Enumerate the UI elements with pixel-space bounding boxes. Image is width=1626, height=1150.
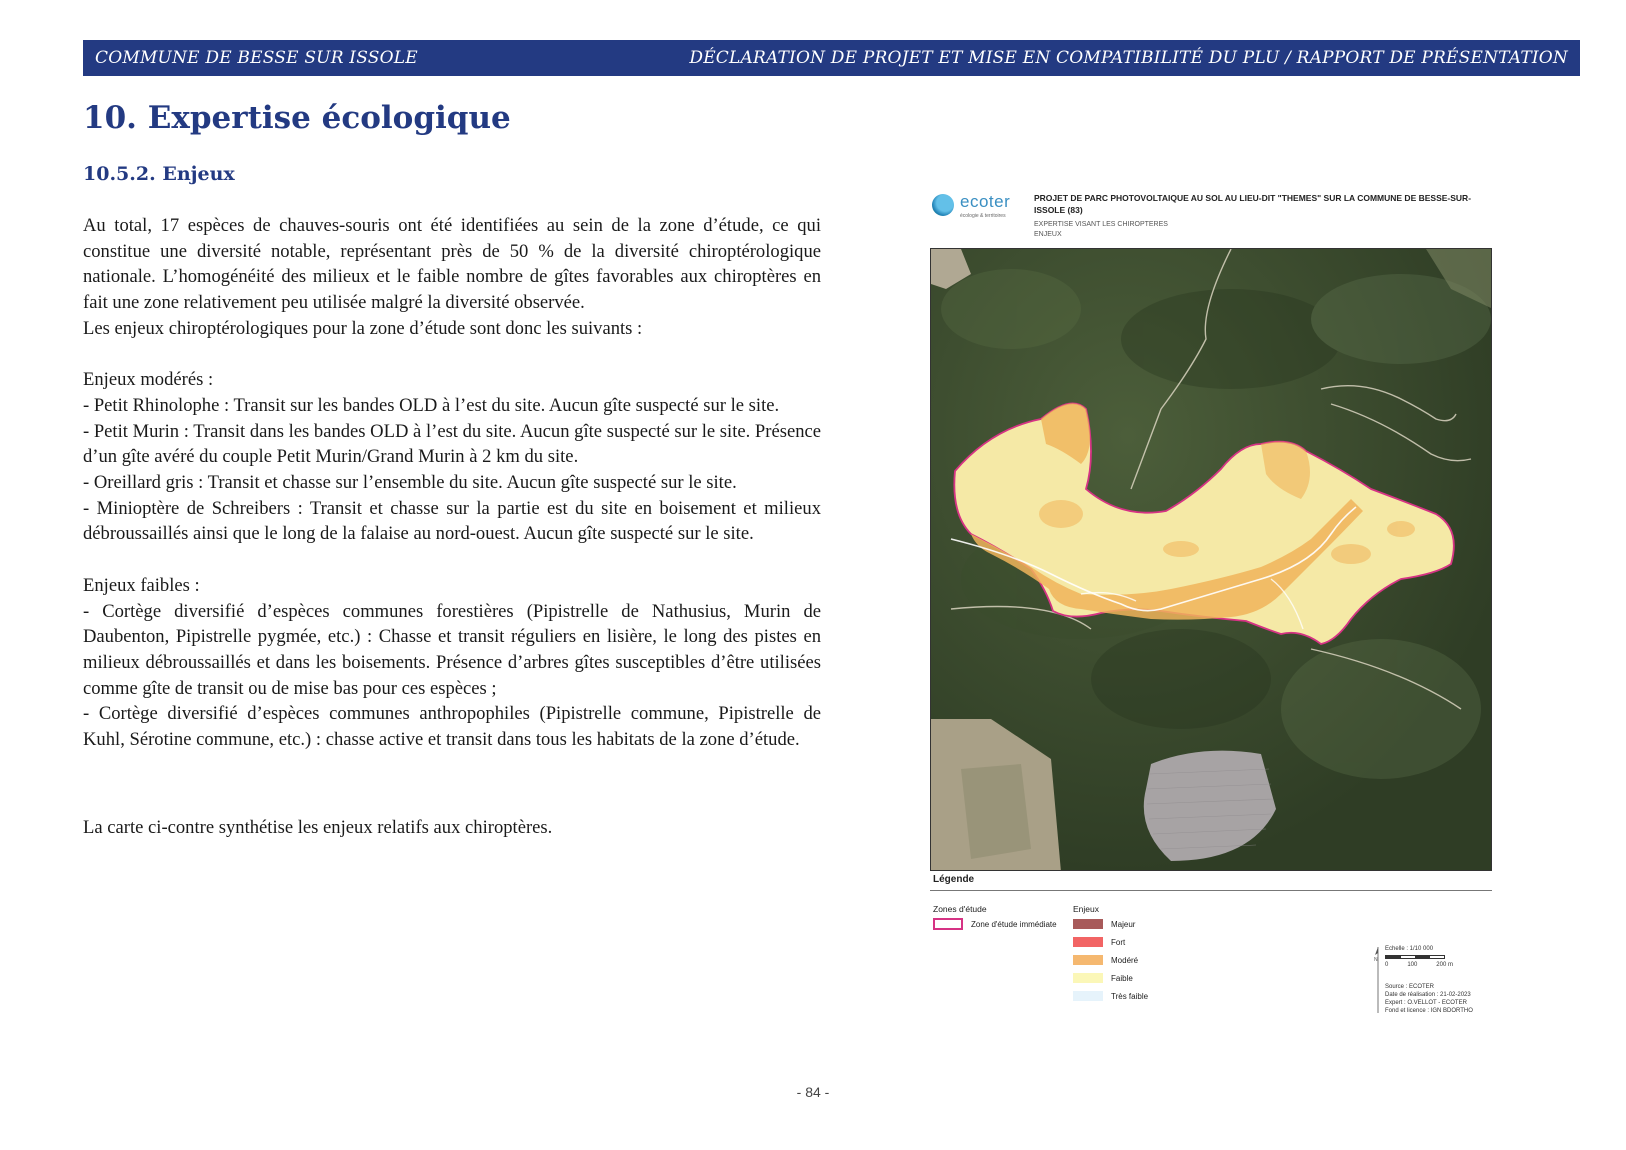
legend-item-fort [1073, 937, 1125, 947]
logo-globe-icon [932, 194, 954, 216]
enjeux-heading: Enjeux [1073, 904, 1099, 914]
scale-label: Echelle : 1/10 000 [1385, 946, 1434, 952]
swatch-faible [1073, 973, 1103, 983]
legend-item-modere [1073, 955, 1138, 965]
legend-label: Fort [1111, 937, 1126, 947]
zone-swatch [933, 918, 963, 930]
page-number: - 84 - [796, 1084, 830, 1100]
legend-label: Faible [1111, 973, 1133, 983]
map-canvas [931, 249, 1492, 871]
svg-text:N: N [1374, 957, 1378, 963]
legend-label: Majeur [1111, 919, 1136, 929]
legend-item-majeur [1073, 919, 1135, 929]
moderate-item: - Petit Murin : Transit dans les bandes OLD à l’est du site. Aucun gîte suspecté sur le site. Présence d’un gîte avéré du couple Petit Murin/Grand Murin à 2 km du site. [83, 420, 821, 468]
moderate-item: - Petit Rhinolophe : Transit sur les bandes OLD à l’est du site. Aucun gîte suspecté sur le site. [83, 394, 780, 416]
intro-paragraph-2: Les enjeux chiroptérologiques pour la zone d’étude sont donc les suivants : [83, 317, 643, 339]
swatch-majeur [1073, 919, 1103, 929]
moderate-item: - Minioptère de Schreibers : Transit et chasse sur la partie est du site en boisement et milieux débroussaillés ainsi que le long de la falaise au nord-ouest. Aucun gîte suspecté sur le site. [83, 497, 821, 545]
low-item: - Cortège diversifié d’espèces communes anthropophiles (Pipistrelle commune, Pipistrelle de Kuhl, Sérotine commune, etc.) : chasse active et transit dans tous les habitats de la zone d’étude. [83, 703, 821, 751]
ecoter-logo [932, 190, 1020, 224]
legend-item-faible [1073, 973, 1133, 983]
map-expert: Expert : O.VELLOT - ECOTER [1385, 1000, 1467, 1006]
map-figure [930, 188, 1502, 1018]
legend-divider [930, 890, 1492, 891]
figure-subtitle [1034, 220, 1168, 240]
scale-tick: 100 [1407, 962, 1418, 968]
legend-item-tres-faible [1073, 991, 1148, 1001]
header-left: COMMUNE DE BESSE SUR ISSOLE [95, 48, 418, 68]
map-date: Date de réalisation : 21-02-2023 [1385, 992, 1471, 998]
figure-subtitle-2: ENJEUX [1034, 231, 1062, 238]
legend-label: Modéré [1111, 955, 1139, 965]
legend-title: Légende [933, 874, 975, 885]
scale-tick: 0 [1385, 962, 1389, 968]
moderate-heading: Enjeux modérés : [83, 369, 214, 391]
map-source: Source : ECOTER [1385, 984, 1435, 990]
figure-header [930, 188, 1502, 244]
logo-subtext: écologie & territoires [960, 213, 1006, 219]
low-item: - Cortège diversifié d’espèces communes forestières (Pipistrelle de Nathusius, Murin de Daubenton, Pipistrelle pygmée, etc.) : Chasse et transit réguliers en lisière, le long des pistes en milieux débroussaillés et dans les boisements. Présence d’arbres gîtes susceptibles d’être utilisées comme gîte de transit ou de mise bas pour ces espèces ; [83, 600, 821, 699]
figure-title: PROJET DE PARC PHOTOVOLTAIQUE AU SOL AU LIEU-DIT "THEMES" SUR LA COMMUNE DE BESSE-SUR-ISSOLE (83) [1034, 193, 1472, 215]
section-title: 10.5.2. Enjeux [83, 163, 235, 185]
logo-text: ecoter [960, 192, 1011, 211]
scale-bar [1385, 955, 1445, 959]
swatch-tres-faible [1073, 991, 1103, 1001]
swatch-modere [1073, 955, 1103, 965]
low-heading: Enjeux faibles : [83, 574, 200, 596]
aerial-map [930, 248, 1492, 871]
body-text [83, 213, 821, 840]
zone-label: Zone d'étude immédiate [971, 919, 1057, 929]
figure-subtitle-1: EXPERTISE VISANT LES CHIROPTERES [1034, 221, 1168, 228]
scale-tick: 200 m [1436, 962, 1453, 968]
scale-block [1385, 945, 1495, 1015]
north-arrow-icon [1374, 945, 1382, 1015]
header-bar [83, 40, 1580, 76]
zone-legend-item [933, 918, 1057, 930]
swatch-fort [1073, 937, 1103, 947]
scale-ticks [1385, 961, 1453, 969]
closing-paragraph: La carte ci-contre synthétise les enjeux relatifs aux chiroptères. [83, 816, 553, 838]
page-title: 10. Expertise écologique [83, 100, 511, 136]
zones-heading: Zones d'étude [933, 904, 987, 914]
map-fond: Fond et licence : IGN BDORTHO [1385, 1008, 1473, 1014]
field-patch [961, 764, 1031, 859]
intro-paragraph: Au total, 17 espèces de chauves-souris ont été identifiées au sein de la zone d’étude, ce qui constitue une diversité notable, représentant près de 50 % de la diversité chiroptérologique nationale. L’homogénéité des milieux et le faible nombre de gîtes favorables aux chiroptères en fait une zone relativement peu utilisée malgré la diversité observée. [83, 215, 821, 314]
moderate-item: - Oreillard gris : Transit et chasse sur l’ensemble du site. Aucun gîte suspecté sur le site. [83, 472, 737, 494]
header-right: DÉCLARATION DE PROJET ET MISE EN COMPATIBILITÉ DU PLU / RAPPORT DE PRÉSENTATION [689, 48, 1568, 68]
legend-label: Très faible [1111, 991, 1149, 1001]
